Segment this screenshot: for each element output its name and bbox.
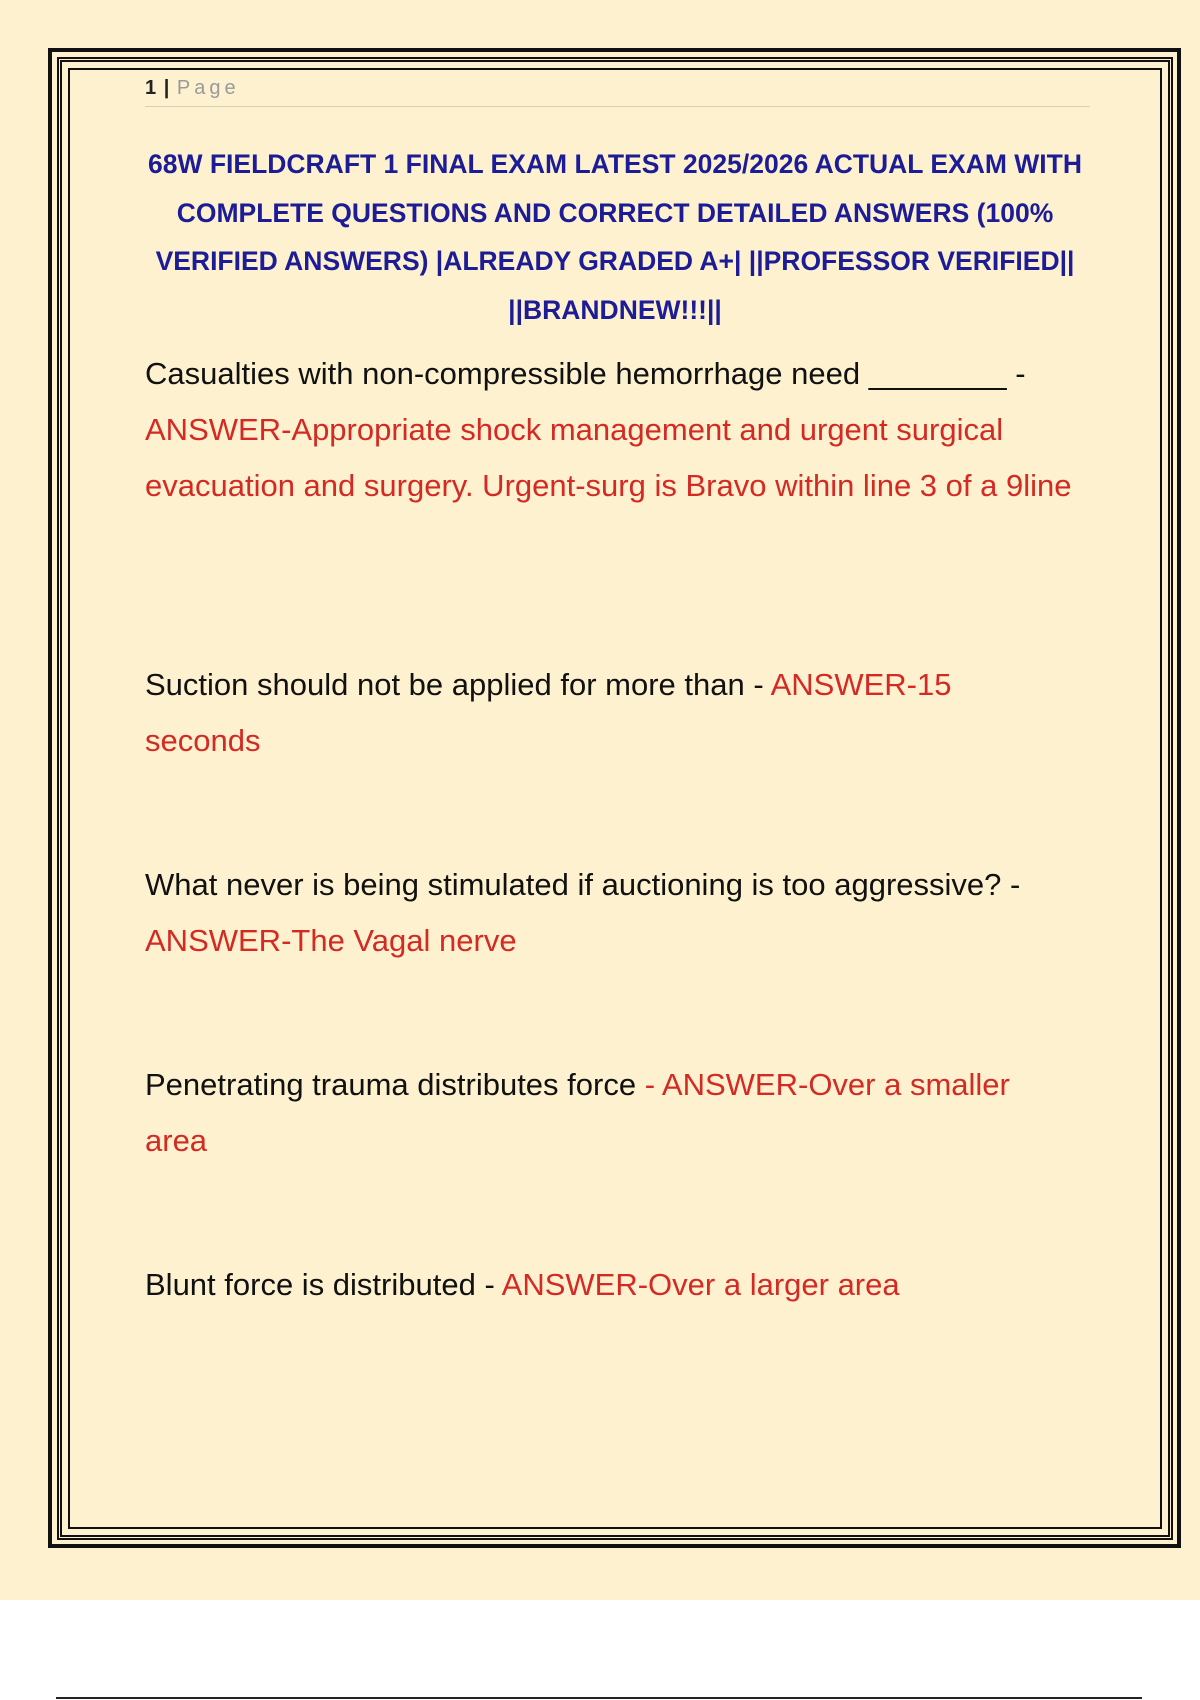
question-text: Blunt force is distributed - [145, 1267, 502, 1302]
qa-item [145, 857, 1075, 969]
answer-text: - ANSWER-Over a smaller area [145, 1067, 1010, 1158]
answer-text: ANSWER-The Vagal nerve [145, 923, 517, 958]
qa-item [145, 1257, 1075, 1313]
next-page-top-rule [56, 1697, 1142, 1699]
qa-item [145, 657, 1075, 769]
page-header-separator: | [163, 77, 170, 99]
qa-item [145, 346, 1075, 514]
question-text: Casualties with non-compressible hemorrhage need ________ - [145, 356, 1026, 391]
question-text: What never is being stimulated if auctioning is too aggressive? - [145, 867, 1021, 902]
page-header [145, 74, 1090, 107]
qa-item [145, 1057, 1075, 1169]
answer-text: ANSWER-15 seconds [145, 667, 952, 758]
answer-text: ANSWER-Appropriate shock management and urgent surgical evacuation and surgery. Urgent-surg is Bravo within line 3 of a 9line [145, 412, 1072, 503]
page-label: Page [176, 77, 240, 99]
answer-text: ANSWER-Over a larger area [501, 1267, 900, 1302]
question-text: Penetrating trauma distributes force [145, 1067, 645, 1102]
page-number: 1 [145, 77, 157, 99]
document-title: 68W FIELDCRAFT 1 FINAL EXAM LATEST 2025/2026 ACTUAL EXAM WITH COMPLETE QUESTIONS AND CORRECT DETAILED ANSWERS (100% VERIFIED ANSWERS) |ALREADY GRADED A+| ||PROFESSOR VERIFIED|| ||BRANDNEW!!!|| [148, 149, 1082, 325]
question-text: Suction should not be applied for more than - [145, 667, 771, 702]
